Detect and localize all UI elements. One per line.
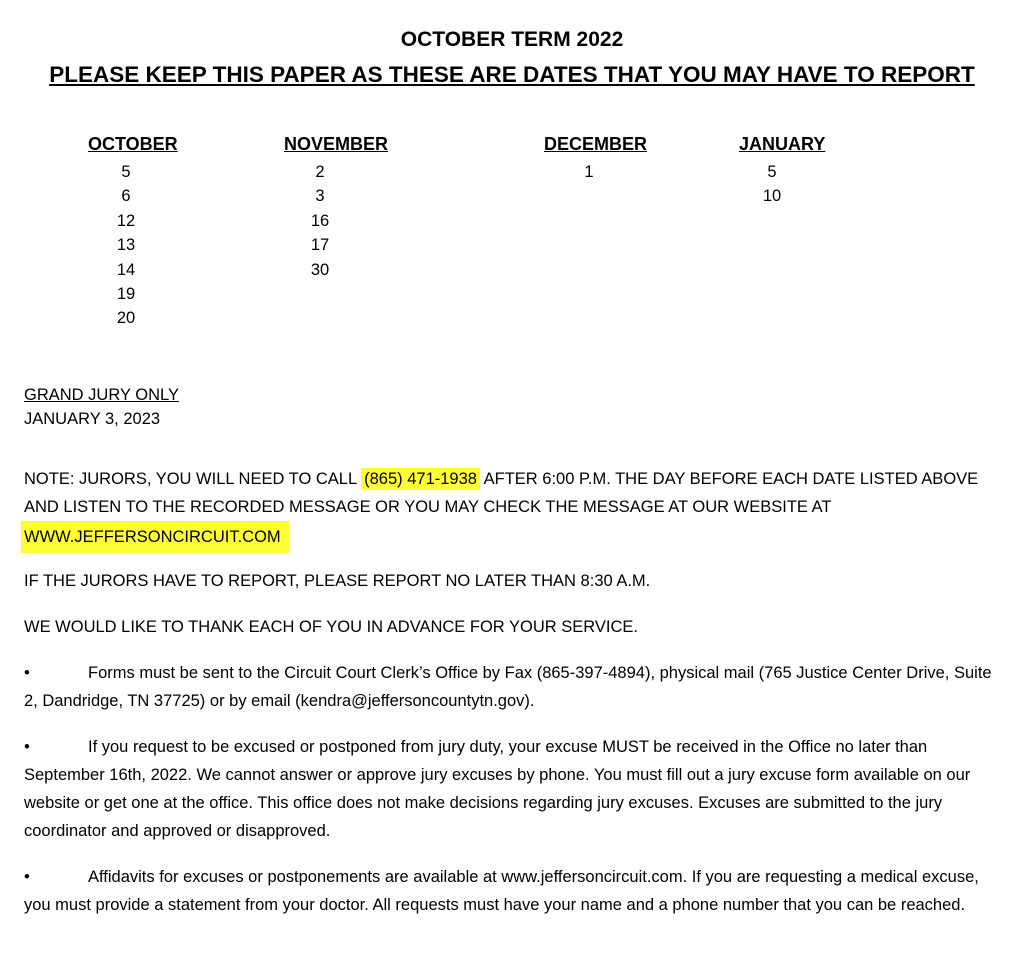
month-heading: JANUARY [739, 134, 826, 154]
term-title: OCTOBER TERM 2022 [400, 28, 624, 51]
thank-you-message: WE WOULD LIKE TO THANK EACH OF YOU IN ADVANCE FOR YOUR SERVICE. [24, 618, 638, 636]
month-heading: DECEMBER [544, 134, 648, 154]
month-heading: NOVEMBER [284, 134, 389, 154]
bullet-item-forms [24, 659, 999, 715]
bullet-icon: • [24, 868, 30, 886]
bullet-text: If you request to be excused or postponed from jury duty, your excuse MUST be received in the Office no later than September 16th, 2022. We cannot answer or approve jury excuses by phone. You must fill out a jury excuse form available on our website or get one at the office. This office does not make decisions regarding jury excuses. Excuses are submitted to the jury coordinator and approved or disapproved. [24, 738, 971, 840]
month-column-december [544, 133, 648, 184]
report-date: 16 [310, 211, 330, 230]
bullet-icon: • [24, 664, 30, 682]
report-date: 5 [767, 163, 777, 181]
report-date: 12 [116, 211, 136, 230]
date-list [88, 160, 164, 331]
bullet-item-excuse-deadline [24, 733, 999, 845]
report-date: 10 [762, 187, 782, 206]
report-date: 14 [116, 260, 136, 279]
report-date: 20 [116, 309, 136, 328]
report-date: 30 [310, 260, 330, 279]
grand-jury-date: JANUARY 3, 2023 [24, 410, 161, 428]
date-list [544, 160, 634, 184]
date-list [284, 160, 356, 282]
month-column-november [284, 133, 390, 282]
juror-call-note [24, 465, 1004, 553]
report-date: 3 [315, 187, 325, 206]
bullet-text: Forms must be sent to the Circuit Court Clerk’s Office by Fax (865-397-4894), physical mail (765 Justice Center Drive, Suite 2, Dandridge, TN 37725) or by email (kendra@jeffersoncountytn.gov). [24, 664, 992, 710]
report-date: 13 [116, 236, 136, 255]
date-list [739, 160, 805, 209]
bullet-icon: • [24, 738, 30, 756]
report-time-notice: IF THE JURORS HAVE TO REPORT, PLEASE REPORT NO LATER THAN 8:30 A.M. [24, 572, 651, 590]
month-column-january [739, 133, 825, 209]
grand-jury-label: GRAND JURY ONLY [24, 386, 179, 404]
note-text: NOTE: JURORS, YOU WILL NEED TO CALL [24, 470, 362, 488]
bullet-text: Affidavits for excuses or postponements are available at www.jeffersoncircuit.com. If you are requesting a medical excuse, you must provide a statement from your doctor. All requests must have your name and a phone number that you can be reached. [24, 868, 979, 914]
report-date: 2 [315, 163, 325, 181]
month-heading: OCTOBER [88, 134, 178, 154]
phone-number[interactable]: (865) 471-1938 [361, 468, 480, 490]
month-column-october [88, 133, 176, 331]
report-date: 19 [116, 285, 136, 304]
note-text: AFTER 6:00 P.M. THE DAY BEFORE EACH DATE LISTED ABOVE AND LISTEN TO THE RECORDED MESSAGE OR YOU MAY CHECK THE MESSAGE AT OUR WEBSITE AT [24, 470, 979, 516]
report-date: 5 [121, 163, 131, 181]
report-date: 1 [584, 163, 594, 181]
website-link[interactable]: WWW.JEFFERSONCIRCUIT.COM [21, 521, 289, 553]
bullet-item-affidavits [24, 863, 999, 919]
report-date: 17 [310, 236, 330, 255]
report-date: 6 [121, 187, 131, 206]
keep-paper-notice: PLEASE KEEP THIS PAPER AS THESE ARE DATES THAT YOU MAY HAVE TO REPORT [49, 62, 975, 87]
